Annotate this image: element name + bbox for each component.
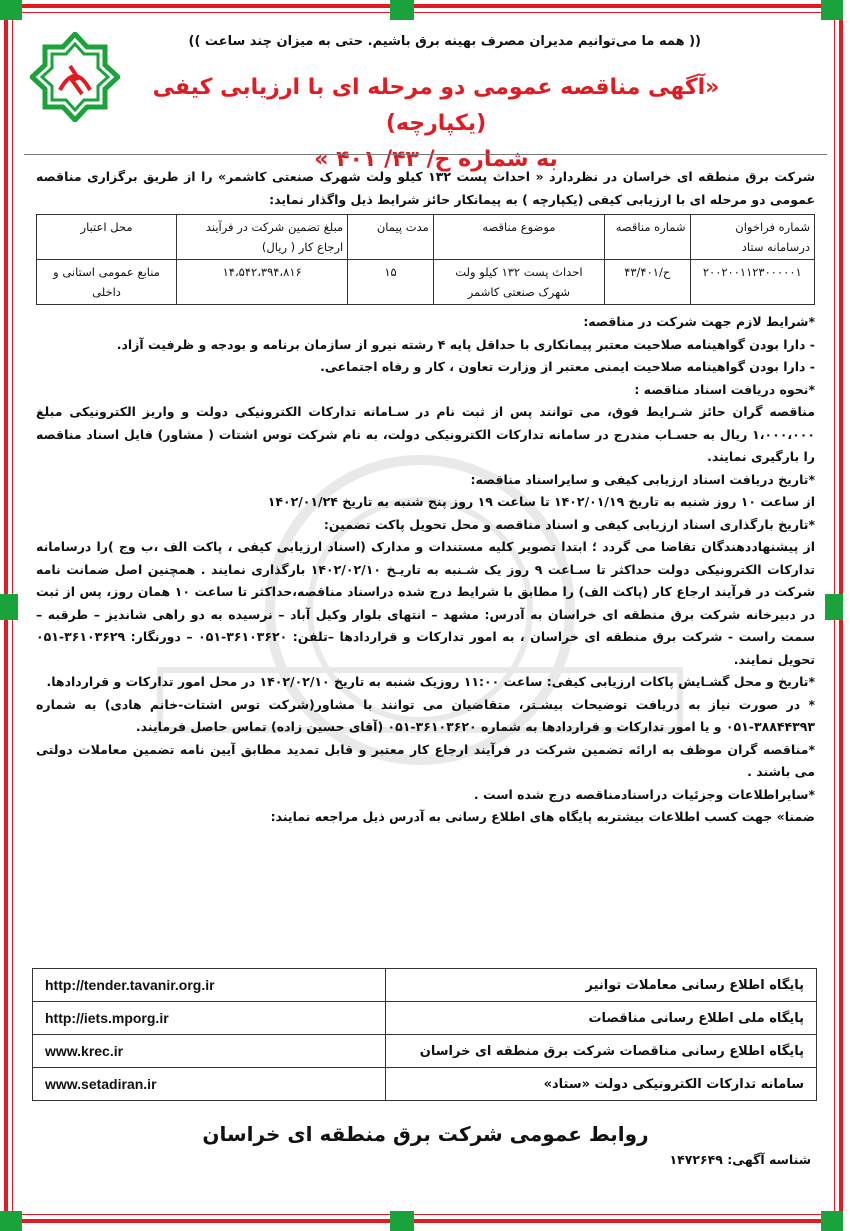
corner-marker <box>0 1211 22 1231</box>
table-cell: منابع عمومی استانی و داخلی <box>37 260 177 305</box>
slogan-text: (( همه ما می‌توانیم مدیران مصرف بهینه برق باشیم. حتی به میزان چند ساعت )) <box>188 34 701 49</box>
side-marker <box>825 594 843 620</box>
table-header-cell: شماره مناقصه <box>604 215 690 260</box>
title-line-2: به شماره ح/ ۴۳/ ۴۰۱ » <box>314 147 558 172</box>
opening-paragraph: *تاریخ و محل گشـایش پاکات ارزیابی کیفی: ساعت ۱۱:۰۰ روزیک شنبه به تاریخ ۱۴۰۲/۰۲/۱۰ در محل امور تدارکات و قراردادها. <box>46 674 815 689</box>
table-header-cell: شماره فراخوان درسامانه ستاد <box>690 215 814 260</box>
table-cell: ۲۰۰۲۰۰۱۱۲۳۰۰۰۰۰۱ <box>690 260 814 305</box>
table-cell: ۱۴،۵۴۲،۳۹۴،۸۱۶ <box>177 260 348 305</box>
link-site-name: پایگاه اطلاع رسانی معاملات توانیر <box>385 969 816 1002</box>
upload-heading: *تاریخ بارگذاری اسناد ارزیابی کیفی و اسناد مناقصه و محل تحویل پاکت تضمین: <box>323 516 815 532</box>
announcement-body <box>36 166 815 829</box>
links-table <box>32 968 817 1101</box>
table-header-cell: محل اعتبار <box>37 215 177 260</box>
table-cell: احداث پست ۱۳۲ کیلو ولت شهرک صنعتی کاشمر <box>433 260 604 305</box>
company-logo-icon <box>30 32 120 122</box>
table-header-row <box>37 215 815 260</box>
condition-item: - دارا بودن گواهینامه صلاحیت ایمنی معتبر از وزارت تعاون ، کار و رفاه اجتماعی. <box>320 359 815 374</box>
corner-marker <box>390 0 414 20</box>
tender-table <box>36 214 815 305</box>
condition-item: - دارا بودن گواهینامه صلاحیت معتبر پیمانکاری با حداقل پایه ۴ رشته نیرو از سازمان برنامه و بودجه و ظرفیت آزاد. <box>116 336 815 352</box>
corner-marker <box>390 1211 414 1231</box>
receipt-date-heading: *تاریخ دریافت اسناد ارزیابی کیفی و سایراسناد مناقصه: <box>470 471 815 487</box>
contact-paragraph: * در صورت نیاز به دریافت توضیحات بیشـتر، متقاضیان می توانند با مشاور(شرکت توس اشتات-خانم هادی) به شماره ۳۸۸۴۴۳۹۳-۰۵۱ و یا امور تدارکات و قراردادها به شماره ۳۶۱۰۳۶۲۰-۰۵۱ (آقای حسین زاده) تماس حاصل فرمایند. <box>36 696 815 734</box>
link-site-name: پایگاه اطلاع رسانی مناقصات شرکت برق منطقه ای خراسان <box>385 1035 816 1068</box>
title-line-1: «آگهی مناقصه عمومی دو مرحله ای با ارزیابی کیفی (یکپارچه) <box>152 75 720 136</box>
table-header-cell: مدت پیمان <box>348 215 434 260</box>
link-row <box>33 1002 817 1035</box>
conditions-heading: *شرایط لازم جهت شرکت در مناقصه: <box>583 314 815 329</box>
link-url[interactable]: www.setadiran.ir <box>33 1068 386 1101</box>
link-url[interactable]: www.krec.ir <box>33 1035 386 1068</box>
link-row <box>33 1035 817 1068</box>
info-paragraph: ضمنا» جهت کسب اطلاعات بیشتربه پایگاه های اطلاع رسانی به آدرس ذیل مراجعه نمایند: <box>270 809 815 824</box>
table-header-cell: موضوع مناقصه <box>433 215 604 260</box>
table-cell: ۱۵ <box>348 260 434 305</box>
footer-signature: روابط عمومی شرکت برق منطقه ای خراسان <box>202 1122 649 1146</box>
receipt-date-paragraph: از ساعت ۱۰ روز شنبه به تاریخ ۱۴۰۲/۰۱/۱۹ تا ساعت ۱۹ روز پنج شنبه به تاریخ ۱۴۰۲/۰۱/۲۴ <box>267 494 815 509</box>
ad-identifier: شناسه آگهی: ۱۴۷۲۶۴۹ <box>669 1152 811 1167</box>
link-row <box>33 1068 817 1101</box>
link-url[interactable]: http://iets.mporg.ir <box>33 1002 386 1035</box>
table-row <box>37 260 815 305</box>
documents-paragraph: مناقصه گران حائز شـرایط فوق، می توانند پس از ثبت نام در سـامانه تدارکات الکترونیکی دولت و واریز الکترونیکی مبلغ ۱،۰۰۰،۰۰۰ ریال به حسـاب مندرج در سامانه تدارکات الکترونیکی دولت، به نام شرکت توس اشتات ( مشاور) فایل اسناد مناقصه را بارگیری نمایند. <box>36 404 815 464</box>
link-row <box>33 969 817 1002</box>
guarantee-paragraph: *مناقصه گران موظف به ارائه تضمین شرکت در فرآیند ارجاع کار معتبر و قابل تمدید مطابق آیین نامه تضمین معاملات دولتی می باشند . <box>36 741 815 779</box>
link-url[interactable]: http://tender.tavanir.org.ir <box>33 969 386 1002</box>
upload-paragraph: از پیشنهاددهندگان تقاضا می گردد ؛ ابتدا تصویر کلیه مستندات و مدارک (اسناد ارزیابی کیفی ، پاکت الف ،ب وج )را درسامانه تدارکات الکترونیکی دولت حداکثر تا سـاعت ۹ روز یک شـنبه به تاریـخ ۱۴۰۲/۰۲/۱۰ بارگذاری نمایند . همچنین اصل ضمانت نامه شرکت در فرآیند ارجاع کار (پاکت الف) را مطابق با شرایط درج شده دراسناد مناقصه،حداکثر تا ساعت ۱۰ همان روز، پس از ثبت در دبیرخانه شرکت برق منطقه ای خراسان به آدرس: مشهد – انتهای بلوار وکیل آباد – نرسیده به دو راهی شاندیز – طرقبه – سمت راست - شرکت برق منطقه ای خراسان ، به امور تدارکات و قراردادها –تلفن: ۳۶۱۰۳۶۲۰-۰۵۱ – دورنگار: ۳۶۱۰۳۶۲۹-۰۵۱ تحویل نمایند. <box>36 539 816 667</box>
documents-heading: *نحوه دریافت اسناد مناقصه : <box>634 381 815 397</box>
page-title <box>136 70 736 178</box>
table-cell: ح/۴۳/۴۰۱ <box>604 260 690 305</box>
table-header-cell: مبلغ تضمین شرکت در فرآیند ارجاع کار ( ریال) <box>177 215 348 260</box>
link-site-name: سامانه تدارکات الکترونیکی دولت «ستاد» <box>385 1068 816 1101</box>
intro-paragraph: شرکت برق منطقه ای خراسان در نظردارد « احداث پست ۱۳۲ کیلو ولت شهرک صنعتی کاشمر» را از طریق برگزاری مناقصه عمومی دو مرحله ای با ارزیابی کیفی (یکپارچه ) به پیمانکار حائز شرایط ذیل واگذار نماید: <box>36 169 815 207</box>
link-site-name: پایگاه ملی اطلاع رسانی مناقصات <box>385 1002 816 1035</box>
corner-marker <box>821 1211 843 1231</box>
corner-marker <box>821 0 843 20</box>
corner-marker <box>0 0 22 20</box>
header-divider <box>24 154 827 155</box>
side-marker <box>0 594 18 620</box>
details-paragraph: *سایراطلاعات وجزئیات دراسنادمناقصه درج شده است . <box>473 786 815 802</box>
